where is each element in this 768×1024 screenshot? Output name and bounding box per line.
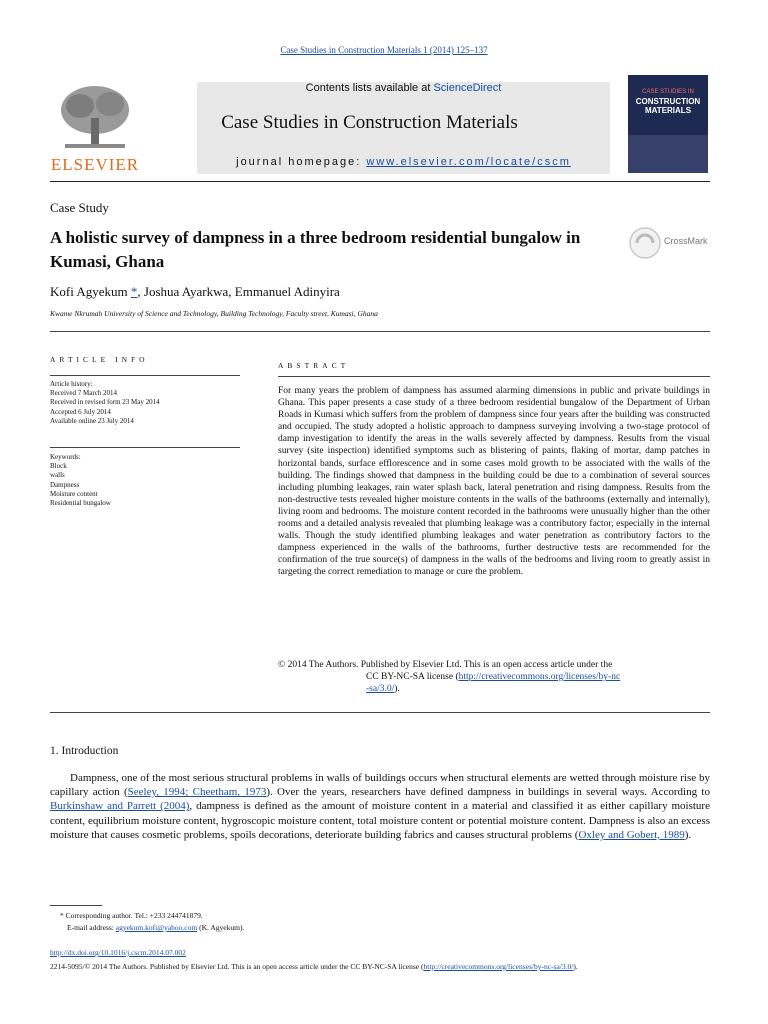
cover-photo — [628, 135, 708, 173]
copyright-suffix: ). — [573, 962, 578, 971]
footnote — [50, 910, 710, 934]
keywords-list — [50, 453, 240, 508]
keyword-item: Residential bungalow — [50, 499, 111, 508]
abstract-heading: ABSTRACT — [278, 361, 350, 370]
email-link[interactable]: agyekum.kofi@yahoo.com — [115, 923, 198, 932]
email-line — [50, 922, 710, 934]
citation-link[interactable]: Oxley and Gobert, 1989 — [578, 828, 685, 841]
keyword-item: Keywords: — [50, 453, 81, 461]
doi-link[interactable]: http://dx.doi.org/10.1016/j.cscm.2014.07.002 — [50, 948, 186, 957]
footnote-rule — [50, 905, 102, 906]
intro-text: ). — [684, 828, 692, 841]
crossmark-label[interactable]: CrossMark — [664, 236, 708, 246]
section-heading: 1. Introduction — [50, 745, 119, 757]
author-list — [50, 284, 340, 300]
history-line: Received 7 March 2014 — [50, 389, 118, 398]
contents-line — [197, 82, 610, 94]
intro-paragraph — [50, 771, 710, 842]
article-history — [50, 380, 240, 426]
cover-label: CASE STUDIES IN — [642, 89, 694, 95]
corresponding-author-mark[interactable]: * — [130, 284, 138, 299]
elsevier-wordmark: ELSEVIER — [50, 155, 140, 174]
author-rest: , Joshua Ayarkwa, Emmanuel Adinyira — [137, 284, 340, 299]
keyword-item: Block — [50, 462, 67, 471]
intro-text: Dampness, one of the most serious structural problems in walls of buildings occurs when structural elements are wetted through moisture rise by capillary action ( — [50, 772, 710, 799]
keyword-item: Moisture content — [50, 489, 98, 498]
copyright-license-link[interactable]: http://creativecommons.org/licenses/by-nc-sa/3.0/ — [423, 962, 574, 971]
license-line-2 — [278, 671, 622, 695]
keyword-item: Dampness — [50, 480, 80, 489]
history-line: Accepted 6 July 2014 — [50, 407, 111, 416]
license-prefix: CC BY-NC-SA license ( — [366, 672, 459, 683]
abstract-bottom-rule — [50, 712, 710, 713]
homepage-line — [197, 156, 610, 168]
license-link[interactable]: http://creativecommons.org/licenses/by-nc-sa/3.0/ — [366, 672, 621, 695]
cover-title: CONSTRUCTION MATERIALS — [635, 97, 701, 115]
contents-prefix: Contents lists available at — [305, 82, 434, 94]
history-line: Article history: — [50, 380, 93, 388]
email-suffix: (K. Agyekum). — [197, 923, 245, 932]
history-line: Available online 23 July 2014 — [50, 416, 134, 425]
journal-reference[interactable]: Case Studies in Construction Materials 1 (2014) 125–137 — [280, 45, 488, 55]
citation-link[interactable]: Burkinshaw and Parrett (2004) — [50, 800, 190, 813]
license-suffix: ). — [394, 684, 400, 695]
citation-link[interactable]: Seeley, 1994; Cheetham, 1973 — [127, 786, 267, 799]
email-label: E-mail address: — [67, 923, 116, 932]
journal-title: Case Studies in Construction Materials — [221, 112, 518, 133]
title-rule — [50, 331, 710, 332]
abstract-license — [278, 659, 710, 696]
article-title: A holistic survey of dampness in a three bedroom residential bungalow in Kumasi, Ghana — [50, 228, 581, 271]
author-first: Kofi Agyekum — [50, 284, 131, 299]
abstract-text: For many years the problem of dampness has assumed alarming dimensions in public and private buildings in Ghana. This paper presents a case study of a three bedroom residential bungalow of the Department of Urban Roads in Kumasi which suffers from the problem of dampness since four years after the building was constructed and occupied. The study adopted a holistic approach to dampness surveying involving a two-stage protocol of damp investigation to identify the areas in the walls severely affected by dampness. Results from the visual survey (site inspection) identified symptoms such as blistering of paints, flaking of mortar, damp patches in horizontal bands, surface efflorescence and in some cases mold growth to be associated with the walls of the building. The findings showed that dampness in the building could be due to a combination of several sources including plumbing leakages, rain water splash back, lateral penetration and rising dampness. Results from the non-destructive tests revealed higher moisture contents in the walls of the bathrooms (externally and internally), living room and bedrooms. The moisture content recorded in the bathrooms were unusually higher than the other rooms and a detailed analysis revealed that plumbing leakage was a contributory factor, especially in the internal walls. Though the study identified plumbing leakages and water penetration as contributory factors to the dampness experienced in the walls of the bathrooms, further destructive tests are recommended for the confirmation of the true source(s) of dampness in the walls of the bedrooms and living room to greatly assist in targeting the correct remediation to manage or cure the problem. — [278, 386, 710, 578]
sciencedirect-link[interactable]: ScienceDirect — [433, 82, 502, 94]
corresponding-note: * Corresponding author. Tel.: +233 244741879. — [60, 911, 203, 920]
intro-text: ). Over the years, researchers have defined dampness in buildings in several ways. According to — [266, 786, 710, 799]
copyright-text: 2214-5095/© 2014 The Authors. Published by Elsevier Ltd. This is an open access article under the CC BY-NC-SA license ( — [50, 962, 424, 971]
homepage-prefix: journal homepage: — [236, 156, 367, 168]
abstract-rule — [278, 376, 710, 377]
affiliation: Kwame Nkrumah University of Science and Technology, Building Technology, Faculty street, Kumasi, Ghana — [50, 309, 378, 318]
journal-cover-image — [628, 75, 708, 173]
history-line: Received in revised form 23 May 2014 — [50, 398, 160, 407]
license-line: © 2014 The Authors. Published by Elsevier Ltd. This is an open access article under the — [278, 660, 613, 670]
article-type: Case Study — [50, 200, 109, 215]
intro-text: , dampness is defined as the amount of moisture content in a material and classified it as either capillary moisture content, equilibrium moisture content, hygroscopic moisture content, total moisture content or potential moisture content. Dampness is also an excess moisture that causes cosmetic problems, spoils decorations, deteriorate building fabrics and causes structural problems ( — [50, 800, 710, 841]
doi-line — [50, 948, 186, 957]
article-info-rule — [50, 375, 240, 376]
keywords-rule — [50, 447, 240, 448]
keyword-item: walls — [50, 471, 65, 480]
homepage-link[interactable]: www.elsevier.com/locate/cscm — [366, 156, 571, 168]
header-rule — [50, 181, 710, 182]
copyright-line — [50, 961, 715, 973]
article-info-heading: ARTICLE INFO — [50, 355, 149, 364]
